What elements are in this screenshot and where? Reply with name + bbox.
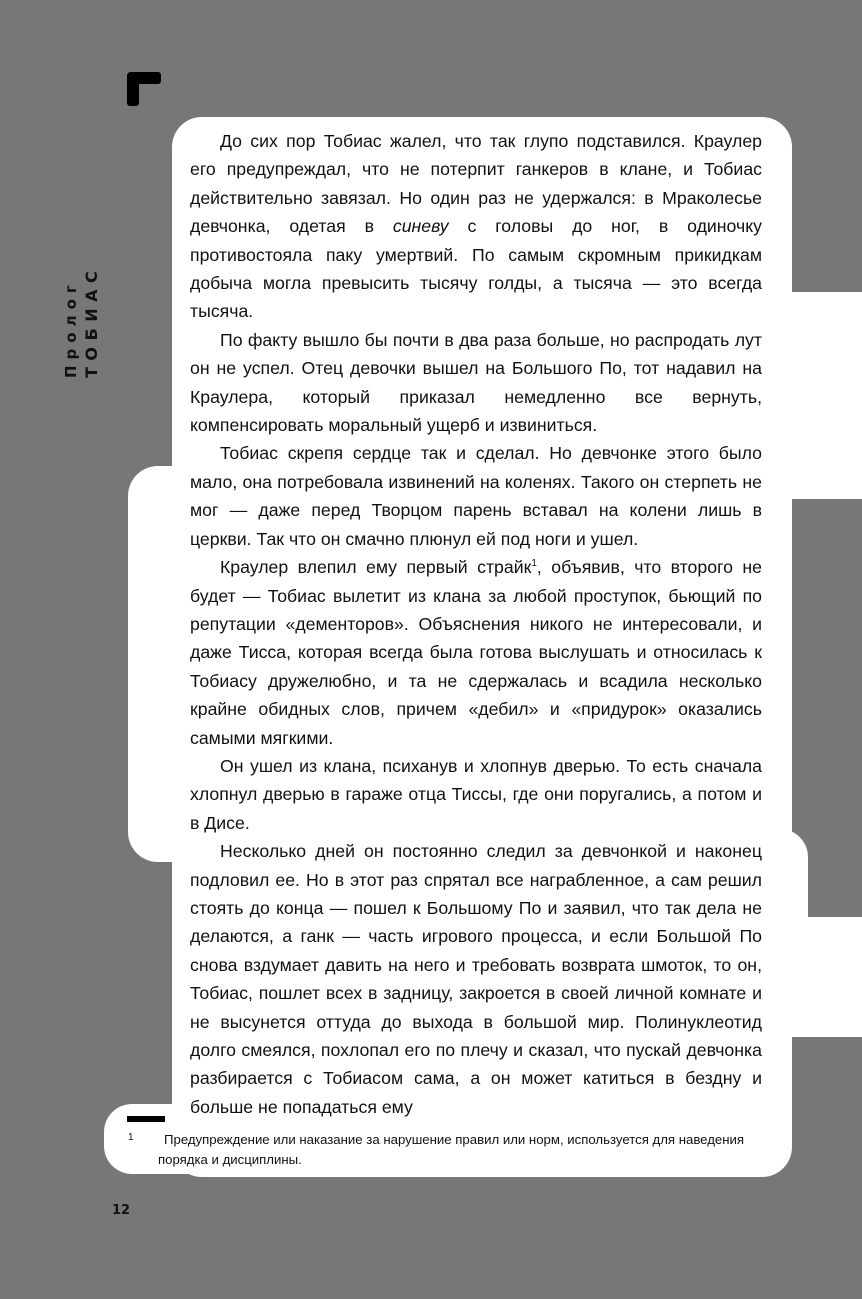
corner-bracket-icon [127, 72, 161, 106]
paragraph: Он ушел из клана, психанув и хлопнув дверью. То есть сначала хлопнул дверью в гараже отца Тиссы, где они поругались, а потом и в Дисе. [190, 755, 762, 833]
chapter-label: Пролог [62, 279, 80, 378]
body-text [190, 127, 762, 1121]
paragraph: По факту вышло бы почти в два раза больше, но распродать лут он не успел. Отец девочки вышел на Большого По, тот надавил на Краулера, который приказал немедленно все вернуть, компенсировать моральный ущерб и извиниться. [190, 329, 762, 436]
paragraph: Тобиас скрепя сердце так и сделал. Но девчонке этого было мало, она потребовала извинений на коленях. Такого он стерпеть не мог — даже перед Творцом парень вставал на колени лишь в церкви. Так что он смачно плюнул ей под ноги и ушел. [190, 443, 762, 549]
paragraph: Несколько дней он постоянно следил за девчонкой и наконец подловил ее. Но в этот раз спрятал все награбленное, а сам решил стоять до конца — пошел к Большому По и заявил, что так дела не делаются, а ганк — часть игрового процесса, и если Большой По снова вздумает давить на него и требовать возврата шмоток, то он, Тобиас, пошлет всех в задницу, закроется в своей личной комнате и не высунется оттуда до выхода в большой мир. Полинуклеотид долго смеялся, похлопал его по плечу и сказал, что пускай девчонка разбирается с Тобиасом сама, а он может катиться в бездну и больше не попадаться ему [190, 841, 762, 1117]
footnote-reference[interactable]: 1 [531, 558, 537, 570]
italic-word: синеву [392, 216, 449, 237]
character-name: ТОБИАС [82, 264, 101, 378]
footnote-number: 1 [128, 1132, 134, 1143]
page-number: 12 [112, 1203, 131, 1218]
footnote-divider [127, 1116, 165, 1122]
paragraph: До сих пор Тобиас жалел, что так глупо подставился. Краулер его предупреждал, что не потерпит ганкеров в клане, и Тобиас действительно завязал. Но один раз не удержался: в Мраколесье девчонка, одетая в синеву с головы до ног, в одиночку противостояла паку умертвий. По самым скромным прикидкам добыча могла превысить тысячу голды, а тысяча — это всегда тысяча. [190, 131, 762, 322]
paragraph: Краулер влепил ему первый страйк$^1$, объявив, что второго не будет — Тобиас вылетит из клана за любой проступок, бьющий по репутации «дементоров». Объяснения никого не интересовали, и даже Тисса, которая всегда была готова выслушать и относилась к Тобиасу дружелюбно, и та не сдержалась и всадила несколько крайне обидных слов, причем «дебил» и «придурок» оказались самыми мягкими. [190, 557, 762, 748]
footnote-text: Предупреждение или наказание за нарушение правил или норм, используется для наведения порядка и дисциплины. [158, 1132, 745, 1167]
running-header [60, 248, 116, 378]
